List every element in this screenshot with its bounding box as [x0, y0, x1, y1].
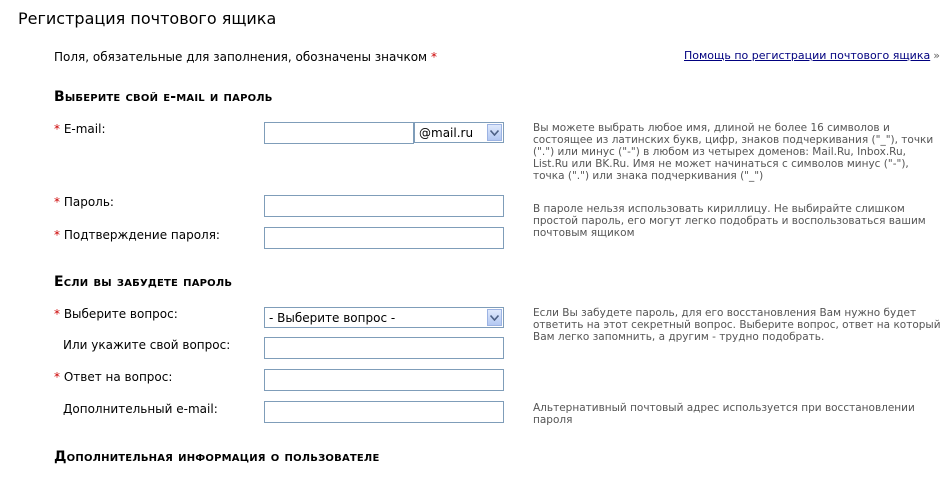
required-star-icon: *: [54, 307, 60, 321]
confirm-password-label: [54, 228, 220, 242]
help-registration-link[interactable]: Помощь по регистрации почтового ящика: [684, 49, 931, 62]
section-title-email: Выберите свой e-mail и пароль: [54, 89, 273, 105]
custom-question-label: Или укажите свой вопрос:: [63, 338, 231, 352]
required-star-icon: *: [430, 50, 437, 64]
required-star-icon: *: [54, 370, 60, 384]
answer-label: [54, 370, 172, 384]
extra-email-input[interactable]: [264, 401, 504, 423]
answer-input[interactable]: [264, 369, 504, 391]
question-label: [54, 307, 178, 321]
page-title: Регистрация почтового ящика: [18, 9, 277, 28]
required-note: [54, 50, 437, 64]
password-label: [54, 195, 114, 209]
extra-email-label: Дополнительный e-mail:: [63, 402, 218, 416]
required-star-icon: *: [54, 122, 60, 136]
arrow-right-icon: »: [933, 49, 940, 62]
answer-label-text: Ответ на вопрос:: [63, 370, 173, 384]
question-label-text: Выберите вопрос:: [63, 307, 178, 321]
dropdown-arrow-icon[interactable]: [487, 309, 502, 326]
question-select[interactable]: [264, 307, 504, 328]
password-label-text: Пароль:: [63, 195, 114, 209]
section-title-info: Дополнительная информация о пользователе: [54, 449, 380, 465]
question-select-value: - Выберите вопрос -: [269, 310, 396, 325]
confirm-password-label-text: Подтверждение пароля:: [63, 228, 220, 242]
custom-question-input[interactable]: [264, 337, 504, 359]
dropdown-arrow-icon[interactable]: [487, 124, 502, 141]
password-hint: В пароле нельзя использовать кириллицу. Не выбирайте слишком простой пароль, его могут легко подобрать и воспользоваться вашим почтовым ящиком: [533, 203, 926, 239]
email-label: [54, 122, 106, 136]
domain-select[interactable]: [414, 122, 504, 143]
required-star-icon: *: [54, 195, 60, 209]
question-hint: Если Вы забудете пароль, для его восстановления Вам нужно будет ответить на этот секретный вопрос. Выберите вопрос, ответ на который Вам легко запомнить, а другим - трудно подобрать.: [533, 307, 941, 343]
confirm-password-input[interactable]: [264, 227, 504, 249]
required-star-icon: *: [54, 228, 60, 242]
section-title-forgot: Если вы забудете пароль: [54, 274, 233, 290]
email-hint: Вы можете выбрать любое имя, длиной не более 16 символов и состоящее из латинских букв, цифр, знаков подчеркивания ("_"), точки (".") или минус ("-") в любом из четырех доменов: Mail.Ru, Inbox.Ru, List.Ru или BK.Ru. Имя не может начинаться с символов минус ("-"), точка (".") или знака подчеркивания ("_"): [533, 122, 934, 182]
help-link-wrap: [684, 49, 940, 62]
email-input[interactable]: [264, 122, 414, 144]
password-input[interactable]: [264, 195, 504, 217]
domain-select-value: @mail.ru: [419, 125, 474, 140]
email-label-text: E-mail:: [63, 122, 106, 136]
extra-email-hint: Альтернативный почтовый адрес используется при восстановлении пароля: [533, 402, 915, 426]
required-note-text: Поля, обязательные для заполнения, обозначены значком: [54, 50, 428, 64]
